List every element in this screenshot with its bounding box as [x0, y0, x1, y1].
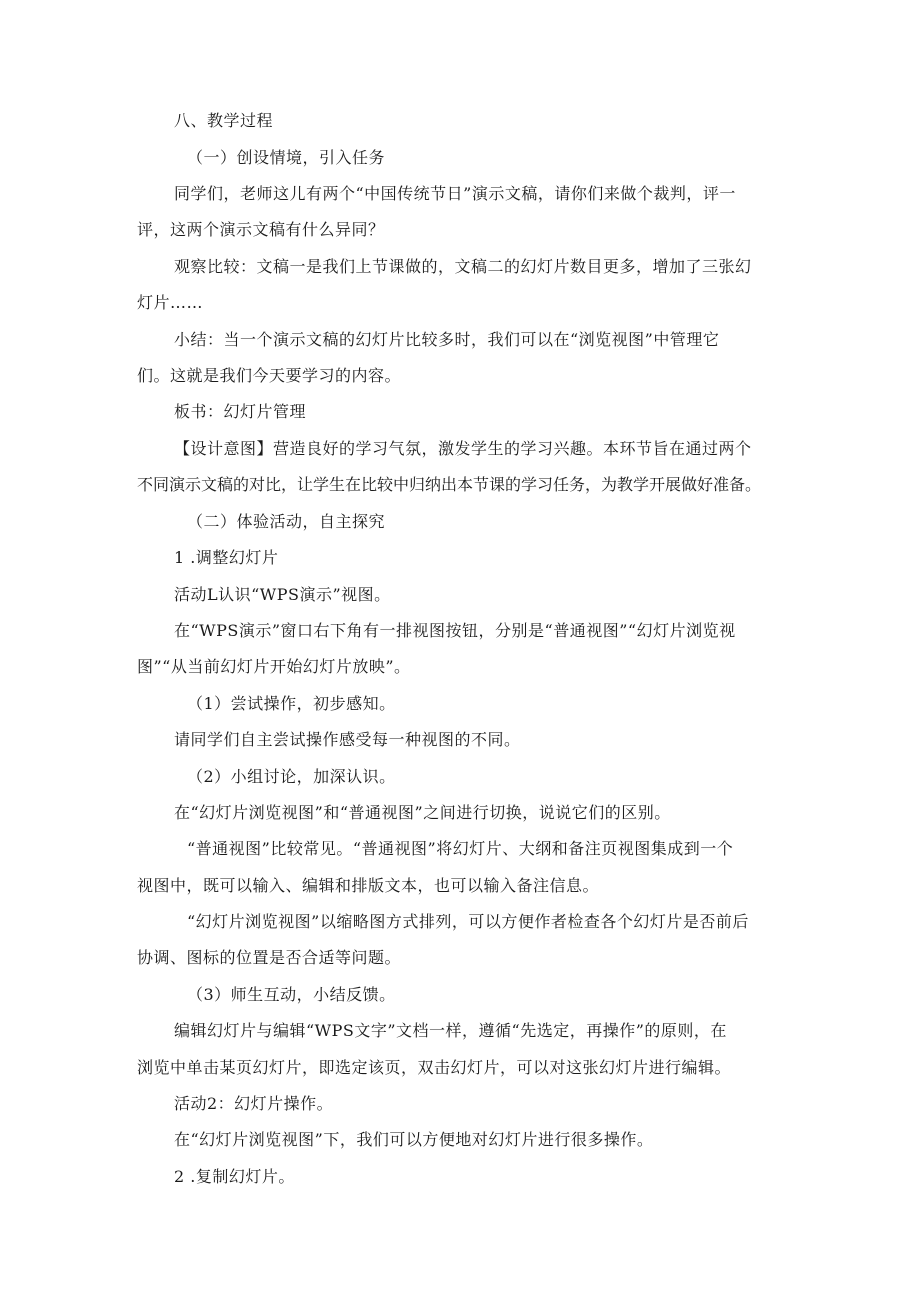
subsection-heading: （二）体验活动，自主探究 — [187, 512, 386, 531]
paragraph-line: “普通视图”比较常见。“普通视图”将幻灯片、大纲和备注页视图集成到一个 — [187, 839, 734, 858]
paragraph-line: 灯片…… — [137, 293, 204, 312]
paragraph-line: 请同学们自主尝试操作感受每一种视图的不同。 — [174, 730, 521, 749]
paragraph-line: 协调、图标的位置是否合适等问题。 — [137, 948, 402, 967]
numbered-heading: 2 .复制幻灯片。 — [174, 1167, 295, 1186]
step-heading: （1）尝试操作，初步感知。 — [187, 694, 396, 713]
paragraph-line: 在“WPS演示”窗口右下角有一排视图按钮，分别是“普通视图”“幻灯片浏览视 — [174, 621, 736, 640]
paragraph-line: 小结：当一个演示文稿的幻灯片比较多时，我们可以在“浏览视图”中管理它 — [174, 330, 720, 349]
subsection-heading: （一）创设情境，引入任务 — [187, 148, 386, 167]
paragraph-line: 板书：幻灯片管理 — [174, 402, 307, 421]
design-intent-line: 【设计意图】营造良好的学习气氛，激发学生的学习兴趣。本环节旨在通过两个 — [174, 439, 752, 458]
paragraph-line: 浏览中单击某页幻灯片，即选定该页，双击幻灯片，可以对这张幻灯片进行编辑。 — [137, 1058, 732, 1077]
paragraph-line: 观察比较：文稿一是我们上节课做的，文稿二的幻灯片数目更多，增加了三张幻 — [174, 257, 752, 276]
step-heading: （2）小组讨论，加深认识。 — [187, 767, 396, 786]
paragraph-line: 活动L认识“WPS演示”视图。 — [174, 585, 391, 604]
step-heading: （3）师生互动，小结反馈。 — [187, 985, 396, 1004]
paragraph-line: 视图中，既可以输入、编辑和排版文本，也可以输入备注信息。 — [137, 876, 600, 895]
paragraph-line: 评，这两个演示文稿有什么异同？ — [137, 220, 385, 239]
paragraph-line: 在“幻灯片浏览视图”和“普通视图”之间进行切换，说说它们的区别。 — [174, 803, 671, 822]
paragraph-line: 同学们，老师这儿有两个“中国传统节日”演示文稿，请你们来做个裁判，评一 — [174, 184, 736, 203]
paragraph-line: 们。这就是我们今天要学习的内容。 — [137, 366, 402, 385]
paragraph-line: 编辑幻灯片与编辑“WPS文字”文档一样，遵循“先选定，再操作”的原则，在 — [174, 1021, 727, 1040]
design-intent-line: 不同演示文稿的对比，让学生在比较中归纳出本节课的学习任务，为教学开展做好准备。 — [137, 475, 762, 494]
paragraph-line: 活动2：幻灯片操作。 — [174, 1094, 334, 1113]
paragraph-line: 在“幻灯片浏览视图”下，我们可以方便地对幻灯片进行很多操作。 — [174, 1130, 654, 1149]
numbered-heading: 1 .调整幻灯片 — [174, 548, 279, 567]
section-heading: 八、教学过程 — [174, 111, 274, 130]
paragraph-line: 图”“从当前幻灯片开始幻灯片放映”。 — [137, 657, 411, 676]
paragraph-line: “幻灯片浏览视图”以缩略图方式排列，可以方便作者检查各个幻灯片是否前后 — [187, 912, 749, 931]
